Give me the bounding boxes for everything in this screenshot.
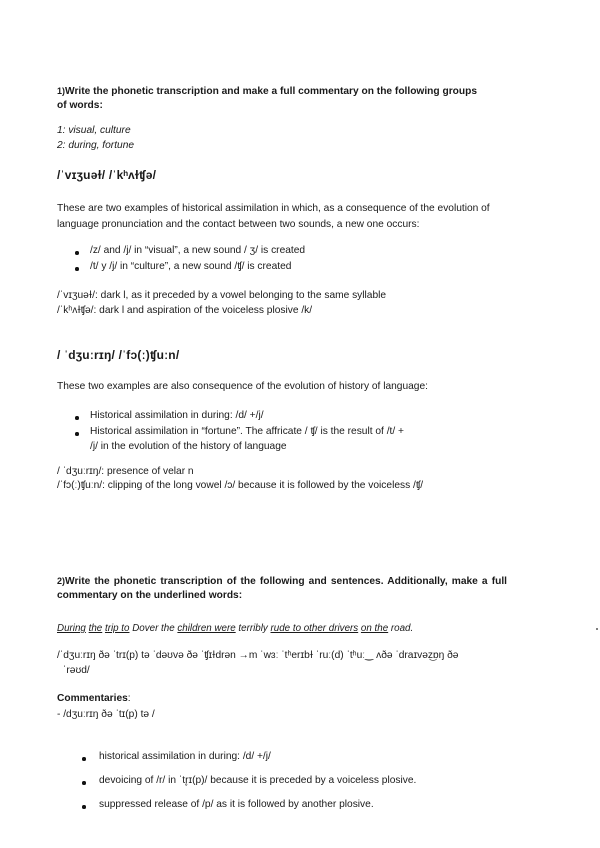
commentaries-label: Commentaries [57, 693, 128, 704]
question-1-text: Write the phonetic transcription and make a full commentary on the following groups of words: [57, 86, 477, 111]
commentaries-heading [57, 693, 131, 704]
list-2-item-3: /j/ in the evolution of the history of language [90, 441, 287, 452]
bullet-icon [75, 416, 79, 420]
margin-mark [596, 628, 598, 630]
list-3-item-1: historical assimilation in during: /d/ +/j/ [99, 751, 271, 762]
question-2-text: Write the phonetic transcription of the following and sentences. Additionally, make a full commentary on the underlined words: [57, 576, 507, 601]
group-1-label: 1: visual, culture [57, 125, 131, 136]
list-3-item-2: devoicing of /r/ in ˈtr̥ɪ(p)/ because it is preceded by a voiceless plosive. [99, 775, 417, 786]
group-2-label: 2: during, fortune [57, 140, 135, 151]
bullet-icon [82, 757, 86, 761]
sentence-part: trip to [104, 623, 130, 634]
sentence-part: road. [388, 623, 414, 634]
sentence-transcription-line-1: /ˈdʒuːrɪŋ ðə ˈtrɪ(p) tə ˈdəʊvə ðə ˈʧɪɫdrən →m ˈwɜː ˈtʰerɪbɫ ˈruː(d) ˈtʰuː‿ ʌðə ˈdraɪvəz͜ɒŋ ðə [57, 650, 459, 661]
note-2b: /ˈfɔ(ː)ʧuːn/: clipping of the long vowel /ɔ/ because it is followed by the voiceless /ʧ/ [57, 480, 424, 491]
question-1 [57, 84, 477, 113]
transcription-group-1: /ˈvɪʒuəɫ/ /ˈkʰʌɫʧə/ [57, 168, 157, 182]
transcription-group-2: / ˈdʒuːrɪŋ/ /ˈfɔ(ː)ʧuːn/ [57, 348, 180, 362]
sentence-part: the [88, 623, 103, 634]
example-sentence [57, 623, 413, 634]
sentence-part: terribly [235, 623, 271, 634]
commentaries-colon: : [127, 693, 131, 704]
sentence-part: Dover the [129, 623, 178, 634]
note-1b: /ˈkʰʌɫʧə/: dark l and aspiration of the voiceless plosive /k/ [57, 305, 313, 316]
sentence-part: rude to other drivers [270, 623, 359, 634]
list-2-item-2: Historical assimilation in “fortune”. The affricate / ʧ/ is the result of /t/ + [90, 426, 404, 437]
sentence-part: on the [360, 623, 389, 634]
bullet-icon [82, 781, 86, 785]
sentence-part: During [57, 623, 86, 634]
question-1-number: 1) [57, 86, 66, 96]
bullet-icon [75, 251, 79, 255]
list-1-item-2: /t/ y /j/ in “culture”, a new sound /ʧ/ is created [90, 261, 292, 272]
sentence-transcription-line-2: ˈrəʊd/ [63, 665, 90, 676]
list-1-item-1: /z/ and /j/ in “visual”, a new sound / ʒ/ is created [90, 245, 306, 256]
question-2-number: 2) [57, 576, 66, 586]
bullet-icon [75, 267, 79, 271]
note-1a: /ˈvɪʒuəɫ/: dark l, as it preceded by a vowel belonging to the same syllable [57, 290, 387, 301]
bullet-icon [75, 432, 79, 436]
question-2 [57, 574, 507, 603]
bullet-icon [82, 805, 86, 809]
sentence-part: children were [177, 623, 236, 634]
list-2-item-1: Historical assimilation in during: /d/ +/j/ [90, 410, 264, 421]
note-2a: / ˈdʒuːrɪŋ/: presence of velar n [57, 466, 194, 477]
paragraph-1: These are two examples of historical assimilation in which, as a consequence of the evolution of language pronunciation and the contact between two sounds, a new one occurs: [57, 203, 490, 230]
paragraph-2: These two examples are also consequence of the evolution of history of language: [57, 381, 428, 392]
list-3-item-3: suppressed release of /p/ as it is followed by another plosive. [99, 799, 374, 810]
commentary-transcription: - /dʒuːrɪŋ ðə ˈtɪ(p) tə / [57, 709, 155, 720]
